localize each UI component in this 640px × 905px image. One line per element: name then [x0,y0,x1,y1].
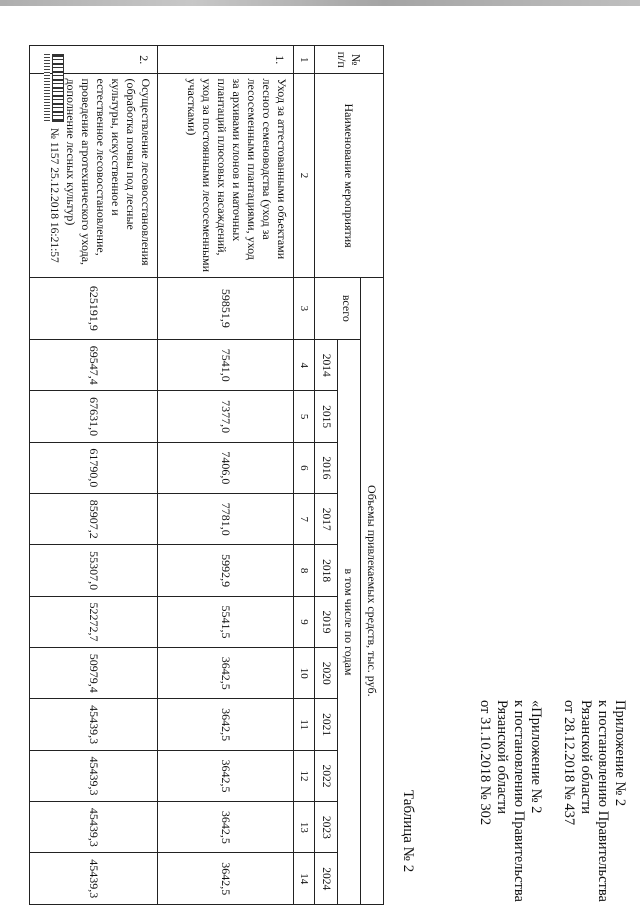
row-value: 7377,0 [158,391,294,442]
column-index: 5 [294,391,315,442]
barcode-bars-secondary [44,54,50,122]
row-value: 45439,3 [30,699,158,750]
header-by-years: в том числе по годам [338,340,361,905]
header-no: № п/п [315,46,384,74]
row-value: 7406,0 [158,442,294,493]
row-number: 1. [158,46,294,74]
row-value: 55307,0 [30,545,158,596]
appendix-header [476,700,628,902]
row-value: 3642,5 [158,802,294,853]
row-name: Уход за аттестованными объектами лесного семеноводства (уход за лесосеменными плантациями, уход за архивами клонов и маточных плантаций плюсовых насаждений, уход за постоянными лесосеменными участками) [158,74,294,277]
column-index: 14 [294,853,315,905]
row-value: 7781,0 [158,494,294,545]
column-index: 9 [294,596,315,647]
funding-table [29,45,384,905]
year-cell: 2016 [315,442,338,493]
table-row [158,46,294,905]
row-value: 45439,3 [30,853,158,905]
header-line: «Приложение № 2 [528,700,544,814]
row-value: 7541,0 [158,340,294,391]
year-cell: 2015 [315,391,338,442]
year-cell: 2020 [315,648,338,699]
year-cell: 2023 [315,802,338,853]
header-line: от 31.10.2018 № 302 [477,700,493,826]
year-cell: 2019 [315,596,338,647]
row-value: 3642,5 [158,853,294,905]
row-total: 59851,9 [158,277,294,339]
header-funds: Объемы привлекаемых средств, тыс. руб. [361,277,384,904]
column-index: 6 [294,442,315,493]
barcode-icon [42,54,64,122]
column-index: 4 [294,340,315,391]
column-index: 12 [294,750,315,801]
row-total: 625191,9 [30,277,158,339]
row-value: 5541,5 [158,596,294,647]
row-value: 50979,4 [30,648,158,699]
row-value: 5992,9 [158,545,294,596]
table-caption: Таблица № 2 [400,790,416,873]
header-line: к постановлению Правительства [595,700,611,902]
row-value: 52272,7 [30,596,158,647]
row-value: 85907,2 [30,494,158,545]
year-cell: 2021 [315,699,338,750]
header-total: всего [315,277,361,339]
column-index: 1 [294,46,315,74]
column-index: 8 [294,545,315,596]
registration-number: № 1157 25.12.2018 16:21:57 [48,128,60,263]
year-cell: 2018 [315,545,338,596]
registration-stamp [42,54,64,263]
row-value: 45439,3 [30,802,158,853]
header-row-1 [361,46,384,905]
row-value: 67631,0 [30,391,158,442]
year-cell: 2022 [315,750,338,801]
row-name: Осуществление лесовосстановления (обработка почвы под лесные культуры, искусственное и естественное лесовосстановление, проведение агротехнического ухода, дополнение лесных культур) [30,74,158,277]
year-cell: 2014 [315,340,338,391]
column-index: 10 [294,648,315,699]
column-index-row [294,46,315,905]
column-index: 11 [294,699,315,750]
header-line: Приложение № 2 [612,700,628,807]
column-index: 7 [294,494,315,545]
header-line: Рязанской области [494,700,510,814]
header-line: от 28.12.2018 № 437 [561,700,577,826]
row-value: 61790,0 [30,442,158,493]
header-spacer [544,700,560,870]
row-value: 3642,5 [158,750,294,801]
row-value: 3642,5 [158,699,294,750]
row-value: 3642,5 [158,648,294,699]
column-index: 3 [294,277,315,339]
row-number: 2. [30,46,158,74]
header-line: Рязанской области [578,700,594,814]
year-cell: 2024 [315,853,338,905]
row-value: 45439,3 [30,750,158,801]
header-line: к постановлению Правительства [511,700,527,902]
column-index: 2 [294,74,315,277]
year-cell: 2017 [315,494,338,545]
barcode-bars [52,54,64,122]
header-name: Наименование мероприятия [315,74,384,277]
row-value: 69547,4 [30,340,158,391]
column-index: 13 [294,802,315,853]
